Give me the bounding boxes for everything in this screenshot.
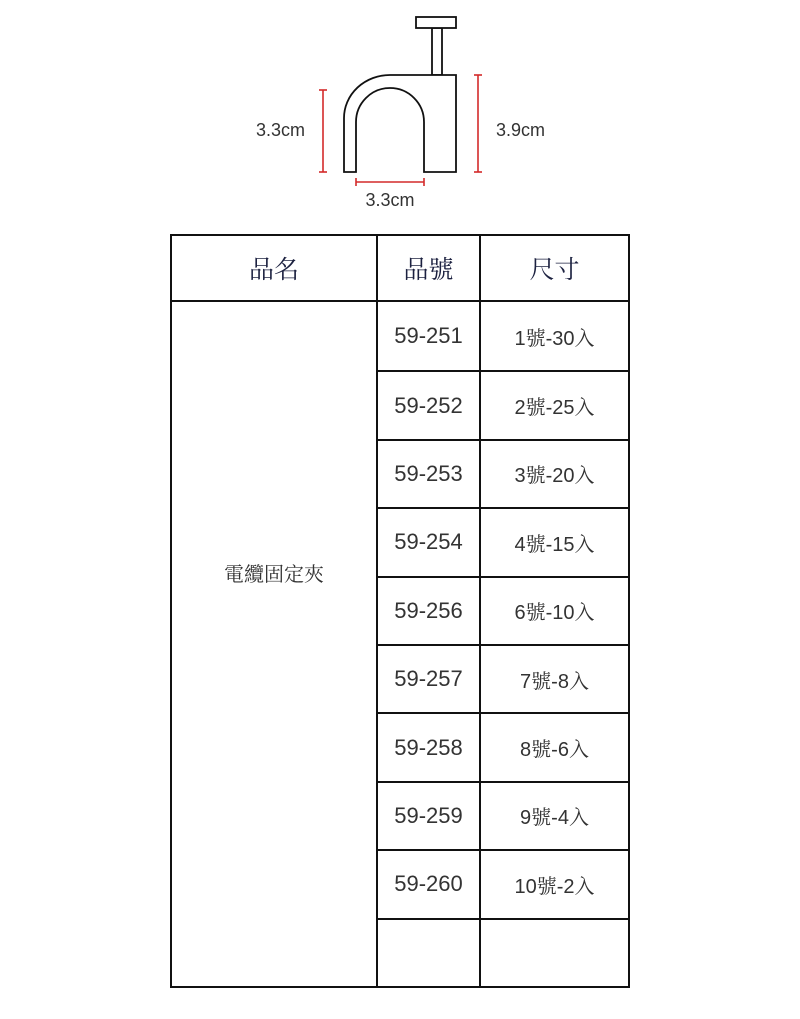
product-code-cell: 59-256 [394, 597, 463, 623]
table-row [378, 781, 628, 849]
cable-clip-icon [344, 17, 456, 172]
size-cell: 9號-4入 [479, 783, 628, 849]
product-code-cell: 59-259 [394, 802, 463, 828]
dimension-label-right-height: 3.9cm [496, 120, 546, 140]
size-cell: 10號-2入 [479, 851, 628, 917]
size-cell: 6號-10入 [479, 578, 628, 644]
product-code-cell: 59-252 [394, 392, 463, 418]
header-product-name: 品名 [248, 256, 299, 284]
dimension-label-bottom-width: 3.3cm [365, 190, 415, 210]
dimension-left-height [256, 90, 327, 172]
table-row [378, 576, 628, 644]
dimension-right-height [474, 75, 545, 172]
dimension-label-left-height: 3.3cm [255, 120, 305, 140]
table-row [378, 849, 628, 917]
size-cell: 1號-30入 [479, 302, 628, 370]
table-row [378, 712, 628, 780]
table-row [378, 439, 628, 507]
product-name-cell [172, 302, 376, 986]
product-name: 電纜固定夾 [224, 564, 324, 586]
size-cell: 2號-25入 [479, 372, 628, 438]
cable-clip-dimension-diagram [0, 0, 800, 220]
spec-table [170, 234, 630, 988]
header-product-code: 品號 [376, 236, 479, 300]
table-header-row [172, 236, 628, 302]
size-cell: 3號-20入 [479, 441, 628, 507]
table-body [172, 302, 628, 986]
product-code-cell: 59-258 [394, 734, 463, 760]
table-row [378, 507, 628, 575]
clip-body [344, 75, 456, 172]
product-code-cell: 59-257 [394, 666, 463, 692]
product-code-cell: 59-260 [394, 871, 463, 897]
size-cell: 8號-6入 [479, 714, 628, 780]
size-cell: 4號-15入 [479, 509, 628, 575]
clip-nail-head [416, 17, 456, 28]
table-row [378, 644, 628, 712]
size-cell: 7號-8入 [479, 646, 628, 712]
header-size: 尺寸 [479, 236, 628, 300]
table-row [378, 302, 628, 370]
table-row [378, 370, 628, 438]
product-code-cell: 59-254 [394, 529, 463, 555]
dimension-bottom-width [356, 178, 424, 210]
table-rows [376, 302, 628, 986]
clip-nail-shank [432, 28, 442, 75]
product-code-cell: 59-253 [394, 460, 463, 486]
empty-size-cell [479, 920, 628, 986]
table-row-empty [378, 918, 628, 986]
empty-code-cell [378, 920, 479, 986]
product-code-cell: 59-251 [394, 323, 463, 349]
